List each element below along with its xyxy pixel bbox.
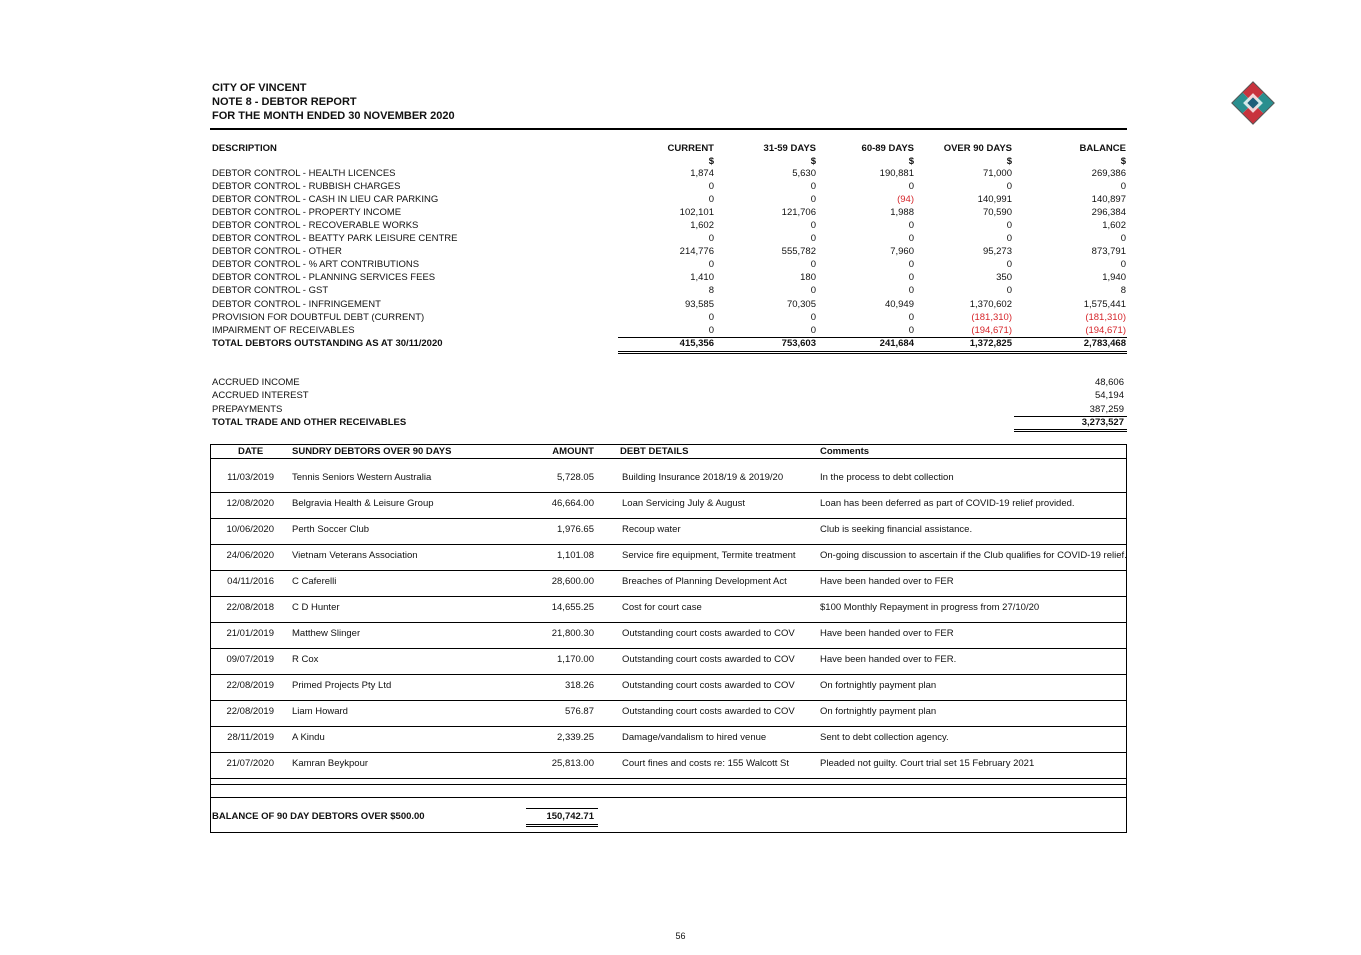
aging-row-description: DEBTOR CONTROL - CASH IN LIEU CAR PARKING bbox=[212, 194, 439, 205]
sundry-row-rule bbox=[210, 700, 1127, 701]
aging-row-description: DEBTOR CONTROL - PLANNING SERVICES FEES bbox=[212, 272, 436, 283]
receivables-total-label: TOTAL TRADE AND OTHER RECEIVABLES bbox=[212, 417, 407, 428]
sundry-row-date: 09/07/2019 bbox=[226, 654, 274, 665]
sundry-row-comment: Have been handed over to FER. bbox=[820, 654, 957, 665]
sundry-col-comments: Comments bbox=[820, 446, 870, 457]
sundry-balance-value: 150,742.71 bbox=[546, 811, 594, 822]
aging-row-d60-value: 40,949 bbox=[884, 299, 914, 310]
sundry-row-comment: In the process to debt collection bbox=[820, 472, 954, 483]
header-rule bbox=[210, 128, 1127, 130]
currency-balance: $ bbox=[1120, 156, 1126, 167]
currency-over-90: $ bbox=[1006, 156, 1012, 167]
sundry-row-details: Breaches of Planning Development Act bbox=[622, 576, 787, 587]
aging-row-balance-value: 1,602 bbox=[1102, 220, 1126, 231]
sundry-row-rule bbox=[210, 648, 1127, 649]
sundry-row-date: 22/08/2019 bbox=[226, 680, 274, 691]
aging-row-balance-value: 873,791 bbox=[1091, 246, 1126, 257]
sundry-row-name: Liam Howard bbox=[292, 706, 348, 717]
sundry-row-name: Kamran Beykpour bbox=[292, 758, 369, 769]
sundry-row-name: A Kindu bbox=[292, 732, 325, 743]
sundry-row-amount: 318.26 bbox=[564, 680, 594, 691]
sundry-row-amount: 1,170.00 bbox=[557, 654, 594, 665]
aging-row-balance-value: (181,310) bbox=[1085, 312, 1126, 323]
aging-row-d31-value: 70,305 bbox=[786, 299, 816, 310]
sundry-row-name: Belgravia Health & Leisure Group bbox=[292, 498, 434, 509]
sundry-row-rule bbox=[210, 570, 1127, 571]
page-number: 56 bbox=[675, 931, 686, 941]
sundry-row-date: 28/11/2019 bbox=[227, 732, 274, 743]
aging-row-d90-value: 0 bbox=[1006, 181, 1012, 192]
sundry-balance-top-rule bbox=[526, 808, 598, 809]
aging-row-d60-value: 0 bbox=[908, 272, 914, 283]
aging-row-d60-value: (94) bbox=[897, 194, 914, 205]
sundry-row-name: Perth Soccer Club bbox=[292, 524, 370, 535]
sundry-row-comment: Club is seeking financial assistance. bbox=[820, 524, 973, 535]
sundry-row-details: Damage/vandalism to hired venue bbox=[622, 732, 767, 743]
accrued-income-value: 48,606 bbox=[1094, 377, 1124, 388]
aging-row-d31-value: 5,630 bbox=[792, 168, 816, 179]
sundry-row-rule bbox=[210, 492, 1127, 493]
sundry-row-amount: 1,976.65 bbox=[557, 524, 594, 535]
sundry-row-name: Primed Projects Pty Ltd bbox=[292, 680, 392, 691]
aging-row-d31-value: 0 bbox=[810, 285, 816, 296]
sundry-row-comment: On-going discussion to ascertain if the Club qualifies for COVID-19 relief. bbox=[820, 550, 1127, 561]
sundry-row-date: 22/08/2018 bbox=[226, 602, 274, 613]
aging-total-31-59: 753,603 bbox=[781, 338, 816, 349]
accrued-interest-value: 54,194 bbox=[1094, 390, 1124, 401]
sundry-row-rule bbox=[210, 518, 1127, 519]
aging-row-d90-value: 0 bbox=[1006, 233, 1012, 244]
aging-row-d90-value: 140,991 bbox=[977, 194, 1012, 205]
aging-row-current-value: 0 bbox=[708, 259, 714, 270]
aging-row-description: DEBTOR CONTROL - OTHER bbox=[212, 246, 342, 257]
sundry-balance-bottom-rule-2 bbox=[526, 826, 598, 827]
sundry-row-comment: Loan has been deferred as part of COVID-19 relief provided. bbox=[820, 498, 1075, 509]
col-balance: BALANCE bbox=[1079, 143, 1126, 154]
receivables-total-value: 3,273,527 bbox=[1081, 417, 1124, 428]
sundry-row-amount: 46,664.00 bbox=[551, 498, 594, 509]
aging-row-d90-value: 1,370,602 bbox=[969, 299, 1012, 310]
sundry-row-amount: 5,728.05 bbox=[557, 472, 594, 483]
sundry-row-date: 11/03/2019 bbox=[227, 472, 274, 483]
sundry-row-details: Service fire equipment, Termite treatment bbox=[622, 550, 796, 561]
sundry-row-comment: Sent to debt collection agency. bbox=[820, 732, 949, 743]
receivables-bottom-rule-2 bbox=[1014, 431, 1127, 432]
aging-row-current-value: 8 bbox=[708, 285, 714, 296]
currency-31-59: $ bbox=[810, 156, 816, 167]
aging-row-d90-value: 95,273 bbox=[982, 246, 1012, 257]
sundry-row-comment: Have been handed over to FER bbox=[820, 628, 954, 639]
aging-row-balance-value: 0 bbox=[1120, 233, 1126, 244]
aging-row-description: DEBTOR CONTROL - HEALTH LICENCES bbox=[212, 168, 396, 179]
aging-row-description: DEBTOR CONTROL - PROPERTY INCOME bbox=[212, 207, 402, 218]
sundry-row-comment: $100 Monthly Repayment in progress from 27/10/20 bbox=[820, 602, 1040, 613]
aging-row-d90-value: (194,671) bbox=[971, 325, 1012, 336]
sundry-row-rule bbox=[210, 622, 1127, 623]
sundry-col-date: DATE bbox=[238, 446, 264, 457]
report-note-title: NOTE 8 - DEBTOR REPORT bbox=[212, 96, 357, 108]
sundry-row-rule bbox=[210, 726, 1127, 727]
aging-total-60-89: 241,684 bbox=[879, 338, 914, 349]
aging-row-description: DEBTOR CONTROL - % ART CONTRIBUTIONS bbox=[212, 259, 420, 270]
sundry-row-amount: 28,600.00 bbox=[551, 576, 594, 587]
col-over-90: OVER 90 DAYS bbox=[943, 143, 1012, 154]
sundry-row-rule bbox=[210, 778, 1127, 779]
aging-row-d90-value: 71,000 bbox=[982, 168, 1012, 179]
sundry-row-amount: 2,339.25 bbox=[557, 732, 594, 743]
aging-row-d31-value: 0 bbox=[810, 194, 816, 205]
aging-row-d31-value: 0 bbox=[810, 312, 816, 323]
sundry-row-name: Vietnam Veterans Association bbox=[292, 550, 418, 561]
report-org-title: CITY OF VINCENT bbox=[212, 82, 307, 94]
aging-row-d60-value: 1,988 bbox=[890, 207, 914, 218]
sundry-row-rule bbox=[210, 596, 1127, 597]
aging-row-d31-value: 0 bbox=[810, 220, 816, 231]
sundry-row-rule bbox=[210, 674, 1127, 675]
aging-row-d31-value: 555,782 bbox=[781, 246, 816, 257]
sundry-row-name: Tennis Seniors Western Australia bbox=[292, 472, 432, 483]
sundry-row-amount: 576.87 bbox=[564, 706, 594, 717]
accrued-income-label: ACCRUED INCOME bbox=[212, 377, 300, 388]
aging-total-current: 415,356 bbox=[679, 338, 714, 349]
aging-row-current-value: 0 bbox=[708, 194, 714, 205]
sundry-row-comment: On fortnightly payment plan bbox=[820, 680, 937, 691]
sundry-row-comment: Have been handed over to FER bbox=[820, 576, 954, 587]
aging-row-balance-value: 1,575,441 bbox=[1083, 299, 1126, 310]
sundry-row-details: Outstanding court costs awarded to COV bbox=[622, 628, 795, 639]
aging-row-d60-value: 190,881 bbox=[879, 168, 914, 179]
aging-row-balance-value: 8 bbox=[1120, 285, 1126, 296]
aging-row-d60-value: 0 bbox=[908, 259, 914, 270]
aging-row-description: DEBTOR CONTROL - BEATTY PARK LEISURE CENTRE bbox=[212, 233, 458, 244]
aging-row-d31-value: 0 bbox=[810, 259, 816, 270]
aging-row-balance-value: 0 bbox=[1120, 181, 1126, 192]
aging-row-d60-value: 7,960 bbox=[890, 246, 914, 257]
sundry-row-rule bbox=[210, 752, 1127, 753]
aging-total-balance: 2,783,468 bbox=[1083, 338, 1126, 349]
sundry-row-name: C D Hunter bbox=[292, 602, 340, 613]
aging-row-d60-value: 0 bbox=[908, 285, 914, 296]
sundry-col-details: DEBT DETAILS bbox=[620, 446, 689, 457]
sundry-row-date: 10/06/2020 bbox=[226, 524, 274, 535]
sundry-row-amount: 1,101.08 bbox=[557, 550, 594, 561]
sundry-row-date: 21/07/2020 bbox=[226, 758, 274, 769]
sundry-row-date: 12/08/2020 bbox=[226, 498, 274, 509]
aging-row-current-value: 0 bbox=[708, 181, 714, 192]
aging-row-description: DEBTOR CONTROL - RECOVERABLE WORKS bbox=[212, 220, 419, 231]
aging-row-d31-value: 180 bbox=[800, 272, 816, 283]
aging-row-current-value: 1,874 bbox=[690, 168, 714, 179]
receivables-bottom-rule-1 bbox=[1014, 429, 1127, 430]
sundry-row-amount: 21,800.30 bbox=[551, 628, 594, 639]
aging-row-d60-value: 0 bbox=[908, 181, 914, 192]
aging-row-d60-value: 0 bbox=[908, 312, 914, 323]
aging-row-d90-value: 0 bbox=[1006, 285, 1012, 296]
aging-row-description: DEBTOR CONTROL - INFRINGEMENT bbox=[212, 299, 381, 310]
aging-row-d90-value: 350 bbox=[996, 272, 1012, 283]
aging-row-d31-value: 0 bbox=[810, 181, 816, 192]
col-31-59: 31-59 DAYS bbox=[763, 143, 816, 154]
sundry-row-name: Matthew Slinger bbox=[292, 628, 361, 639]
sundry-row-details: Recoup water bbox=[622, 524, 681, 535]
sundry-row-date: 22/08/2019 bbox=[226, 706, 274, 717]
sundry-row-comment: On fortnightly payment plan bbox=[820, 706, 937, 717]
sundry-row-comment: Pleaded not guilty. Court trial set 15 February 2021 bbox=[820, 758, 1035, 769]
aging-row-current-value: 214,776 bbox=[679, 246, 714, 257]
aging-row-d60-value: 0 bbox=[908, 325, 914, 336]
report-period-title: FOR THE MONTH ENDED 30 NOVEMBER 2020 bbox=[212, 110, 455, 122]
aging-row-d60-value: 0 bbox=[908, 233, 914, 244]
sundry-bottom-rule bbox=[210, 784, 1127, 785]
aging-row-d90-value: 0 bbox=[1006, 220, 1012, 231]
sundry-row-amount: 14,655.25 bbox=[551, 602, 594, 613]
aging-row-balance-value: (194,671) bbox=[1085, 325, 1126, 336]
sundry-col-amount: AMOUNT bbox=[552, 446, 594, 457]
aging-row-d90-value: 70,590 bbox=[982, 207, 1012, 218]
aging-total-over-90: 1,372,825 bbox=[969, 338, 1012, 349]
sundry-balance-bottom-rule-1 bbox=[526, 824, 598, 825]
sundry-balance-label: BALANCE OF 90 DAY DEBTORS OVER $500.00 bbox=[212, 811, 425, 822]
aging-row-current-value: 102,101 bbox=[679, 207, 714, 218]
sundry-row-details: Outstanding court costs awarded to COV bbox=[622, 654, 795, 665]
aging-row-d90-value: 0 bbox=[1006, 259, 1012, 270]
sundry-row-name: R Cox bbox=[292, 654, 319, 665]
sundry-row-details: Outstanding court costs awarded to COV bbox=[622, 706, 795, 717]
sundry-row-rule bbox=[210, 544, 1127, 545]
aging-row-balance-value: 296,384 bbox=[1091, 207, 1126, 218]
sundry-row-details: Cost for court case bbox=[622, 602, 702, 613]
sundry-row-details: Building Insurance 2018/19 & 2019/20 bbox=[622, 472, 784, 483]
aging-row-balance-value: 269,386 bbox=[1091, 168, 1126, 179]
aging-row-d31-value: 0 bbox=[810, 233, 816, 244]
total-bottom-rule-2 bbox=[618, 353, 1127, 354]
sundry-row-amount: 25,813.00 bbox=[551, 758, 594, 769]
aging-row-description: PROVISION FOR DOUBTFUL DEBT (CURRENT) bbox=[212, 312, 425, 323]
aging-row-balance-value: 1,940 bbox=[1102, 272, 1126, 283]
aging-row-description: DEBTOR CONTROL - GST bbox=[212, 285, 329, 296]
sundry-row-details: Court fines and costs re: 155 Walcott St bbox=[622, 758, 790, 769]
aging-row-balance-value: 140,897 bbox=[1091, 194, 1126, 205]
currency-current: $ bbox=[708, 156, 714, 167]
currency-60-89: $ bbox=[908, 156, 914, 167]
prepayments-value: 387,259 bbox=[1089, 404, 1124, 415]
aging-row-d90-value: (181,310) bbox=[971, 312, 1012, 323]
aging-row-d31-value: 0 bbox=[810, 325, 816, 336]
aging-row-current-value: 93,585 bbox=[684, 299, 714, 310]
aging-row-current-value: 0 bbox=[708, 312, 714, 323]
sundry-row-date: 24/06/2020 bbox=[226, 550, 274, 561]
sundry-row-date: 21/01/2019 bbox=[226, 628, 274, 639]
col-current: CURRENT bbox=[667, 143, 714, 154]
aging-row-current-value: 1,410 bbox=[690, 272, 714, 283]
sundry-row-details: Outstanding court costs awarded to COV bbox=[622, 680, 795, 691]
aging-row-d31-value: 121,706 bbox=[781, 207, 816, 218]
aging-row-current-value: 0 bbox=[708, 325, 714, 336]
aging-total-label: TOTAL DEBTORS OUTSTANDING AS AT 30/11/2020 bbox=[212, 338, 443, 349]
aging-row-d60-value: 0 bbox=[908, 220, 914, 231]
sundry-balance-rule bbox=[210, 797, 1127, 798]
accrued-interest-label: ACCRUED INTEREST bbox=[212, 390, 309, 401]
aging-row-description: DEBTOR CONTROL - RUBBISH CHARGES bbox=[212, 181, 401, 192]
aging-row-current-value: 0 bbox=[708, 233, 714, 244]
sundry-row-details: Loan Servicing July & August bbox=[622, 498, 746, 509]
aging-row-balance-value: 0 bbox=[1120, 259, 1126, 270]
sundry-row-date: 04/11/2016 bbox=[227, 576, 274, 587]
sundry-col-name: SUNDRY DEBTORS OVER 90 DAYS bbox=[292, 446, 452, 457]
aging-row-current-value: 1,602 bbox=[690, 220, 714, 231]
sundry-header-rule bbox=[210, 458, 1127, 459]
total-bottom-rule-1 bbox=[618, 351, 1127, 352]
city-logo-icon bbox=[1230, 80, 1276, 126]
col-60-89: 60-89 DAYS bbox=[861, 143, 914, 154]
prepayments-label: PREPAYMENTS bbox=[212, 404, 283, 415]
aging-row-description: IMPAIRMENT OF RECEIVABLES bbox=[212, 325, 355, 336]
col-description: DESCRIPTION bbox=[212, 143, 277, 154]
sundry-row-name: C Caferelli bbox=[292, 576, 337, 587]
